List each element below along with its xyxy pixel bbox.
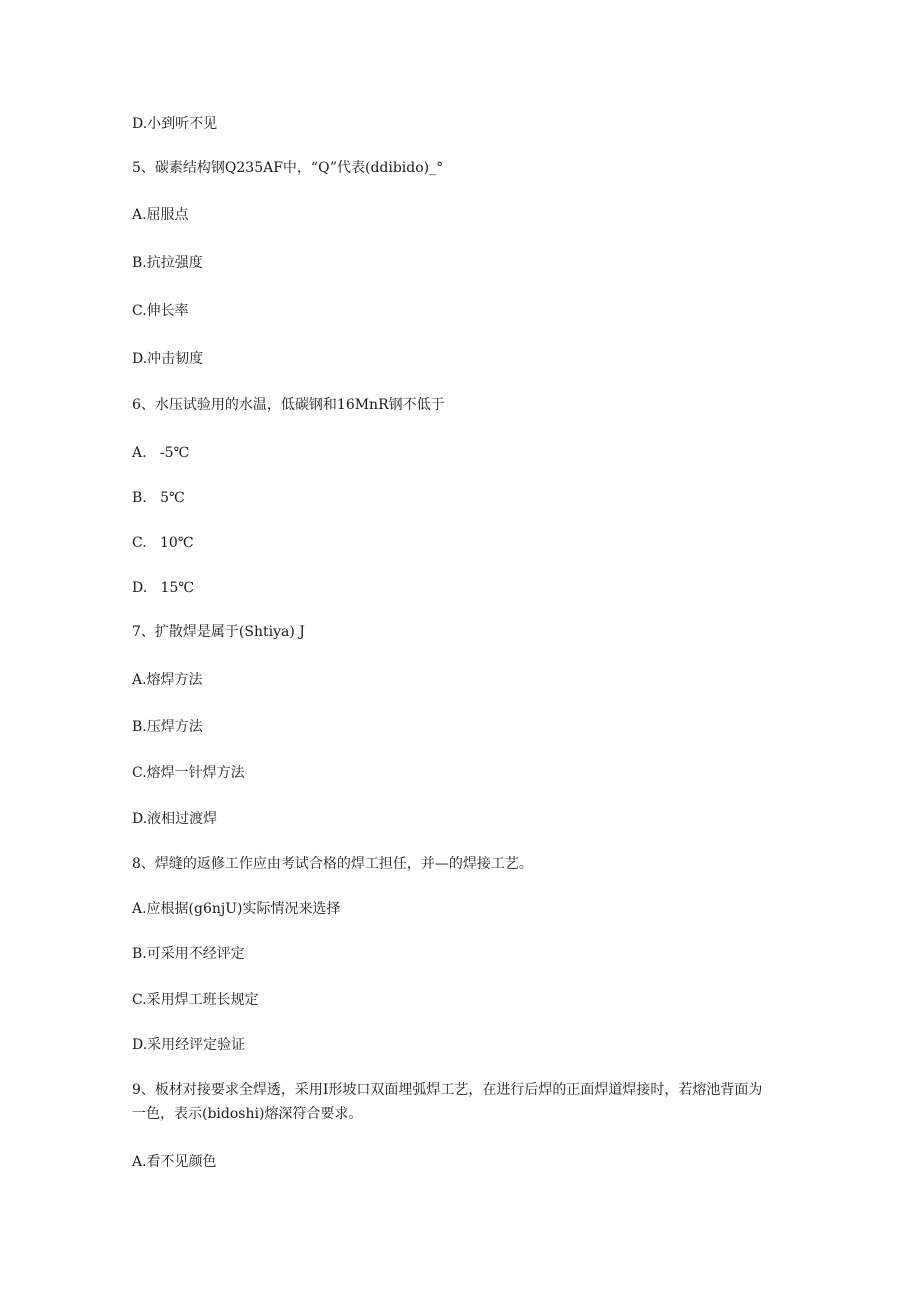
option-line: B.抗拉强度 bbox=[132, 255, 203, 271]
option-line: D.采用经评定验证 bbox=[132, 1037, 246, 1053]
option-line: A.熔焊方法 bbox=[132, 672, 203, 688]
option-line: D.冲击韧度 bbox=[132, 351, 204, 367]
option-line: D.液相过渡焊 bbox=[132, 811, 218, 827]
question-line: 8、焊缝的返修工作应由考试合格的焊工担任，并—的焊接工艺。 bbox=[132, 856, 533, 872]
question-line: 7、扩散焊是属于(Shtiya) J bbox=[132, 624, 305, 640]
option-line: B.可采用不经评定 bbox=[132, 946, 245, 962]
option-line: A.应根据(g6njU)实际情况来选择 bbox=[132, 901, 341, 917]
question-line: 6、水压试验用的水温，低碳钢和16MnR钢不低于 bbox=[132, 397, 445, 413]
option-line: C.采用焊工班长规定 bbox=[132, 992, 259, 1008]
option-line: D. 15℃ bbox=[132, 580, 195, 596]
question-line: 9、板材对接要求全焊透，采用I形坡口双面埋弧焊工艺，在进行后焊的正面焊道焊接时，若熔池背面为一色，表示(bidoshi)熔深符合要求。 bbox=[132, 1082, 763, 1122]
option-line: A.屈服点 bbox=[132, 207, 189, 223]
question-line: 5、碳素结构钢Q235AF中，“Q”代表(ddibido)_° bbox=[132, 160, 444, 176]
option-line: A.看不见颜色 bbox=[132, 1154, 217, 1170]
option-line: B. 5℃ bbox=[132, 490, 185, 506]
option-line: C.熔焊一针焊方法 bbox=[132, 765, 245, 781]
option-line: B.压焊方法 bbox=[132, 719, 203, 735]
option-line: C.伸长率 bbox=[132, 303, 189, 319]
option-line: D.小到听不见 bbox=[132, 116, 218, 132]
option-line: A. -5℃ bbox=[132, 445, 190, 461]
option-line: C. 10℃ bbox=[132, 535, 194, 551]
